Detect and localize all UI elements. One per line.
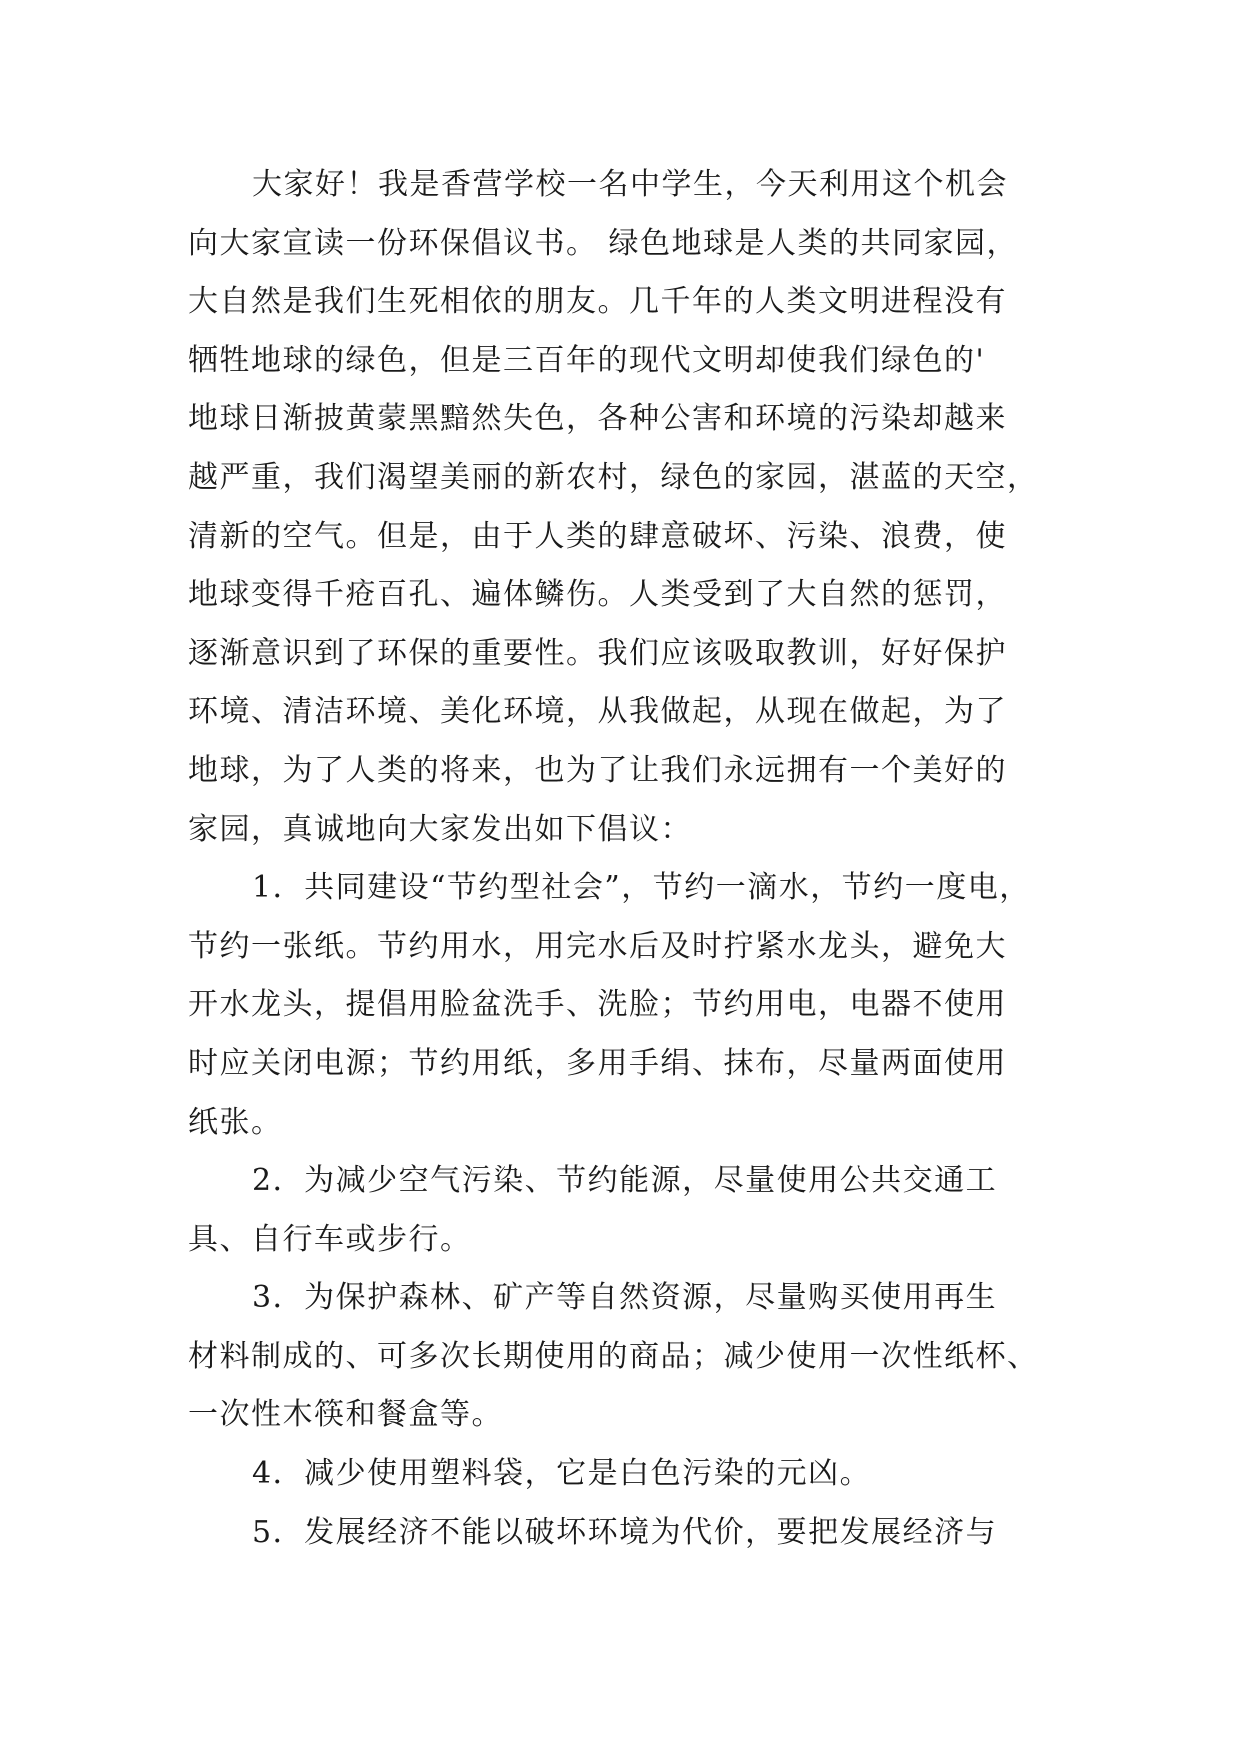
text-line: 纸张。: [188, 1104, 283, 1140]
text-line: 家园，真诚地向大家发出如下倡议：: [188, 811, 692, 847]
text-line: 逐渐意识到了环保的重要性。我们应该吸取教训，好好保护: [188, 635, 1007, 671]
text-line: 开水龙头，提倡用脸盆洗手、洗脸；节约用电，电器不使用: [188, 987, 1007, 1023]
text-line: 3．为保护森林、矿产等自然资源，尽量购买使用再生: [252, 1280, 998, 1316]
text-line: 4．减少使用塑料袋，它是白色污染的元凶。: [252, 1456, 872, 1492]
text-line: 时应关闭电源；节约用纸，多用手绢、抹布，尽量两面使用: [188, 1045, 1007, 1081]
text-line: 环境、清洁环境、美化环境，从我做起，从现在做起，为了: [188, 694, 1007, 730]
text-line: 地球，为了人类的将来，也为了让我们永远拥有一个美好的: [188, 752, 1007, 788]
text-line: 5．发展经济不能以破坏环境为代价，要把发展经济与: [252, 1514, 998, 1550]
text-line: 牺牲地球的绿色，但是三百年的现代文明却使我们绿色的': [188, 342, 986, 378]
text-line: 具、自行车或步行。: [188, 1221, 472, 1257]
text-line: 地球变得千疮百孔、遍体鳞伤。人类受到了大自然的惩罚，: [188, 577, 1007, 613]
text-line: 材料制成的、可多次长期使用的商品；减少使用一次性纸杯、: [188, 1338, 1039, 1374]
paragraph-proposal-4: [188, 1445, 1068, 1504]
text-line: 1．共同建设“节约型社会”，节约一滴水，节约一度电，: [252, 870, 1031, 906]
paragraph-proposal-2: [188, 1152, 1068, 1269]
text-line: 大自然是我们生死相依的朋友。几千年的人类文明进程没有: [188, 284, 1007, 320]
paragraph-intro: [188, 156, 1068, 859]
text-line: 大家好！我是香营学校一名中学生，今天利用这个机会: [252, 167, 1008, 202]
text-line: 向大家宣读一份环保倡议书。 绿色地球是人类的共同家园，: [188, 225, 1019, 261]
document-body: [188, 156, 1068, 1562]
paragraph-proposal-1: [188, 859, 1068, 1152]
text-line: 节约一张纸。节约用水，用完水后及时拧紧水龙头，避免大: [188, 928, 1007, 964]
text-line: 2．为减少空气污染、节约能源，尽量使用公共交通工: [252, 1163, 998, 1199]
paragraph-proposal-3: [188, 1269, 1068, 1445]
paragraph-proposal-5: [188, 1504, 1068, 1563]
text-line: 一次性木筷和餐盒等。: [188, 1397, 503, 1433]
text-line: 越严重，我们渴望美丽的新农村，绿色的家园，湛蓝的天空，: [188, 459, 1039, 495]
text-line: 地球日渐披黄蒙黑黯然失色，各种公害和环境的污染却越来: [188, 401, 1007, 437]
text-line: 清新的空气。但是，由于人类的肆意破坏、污染、浪费，使: [188, 518, 1007, 554]
